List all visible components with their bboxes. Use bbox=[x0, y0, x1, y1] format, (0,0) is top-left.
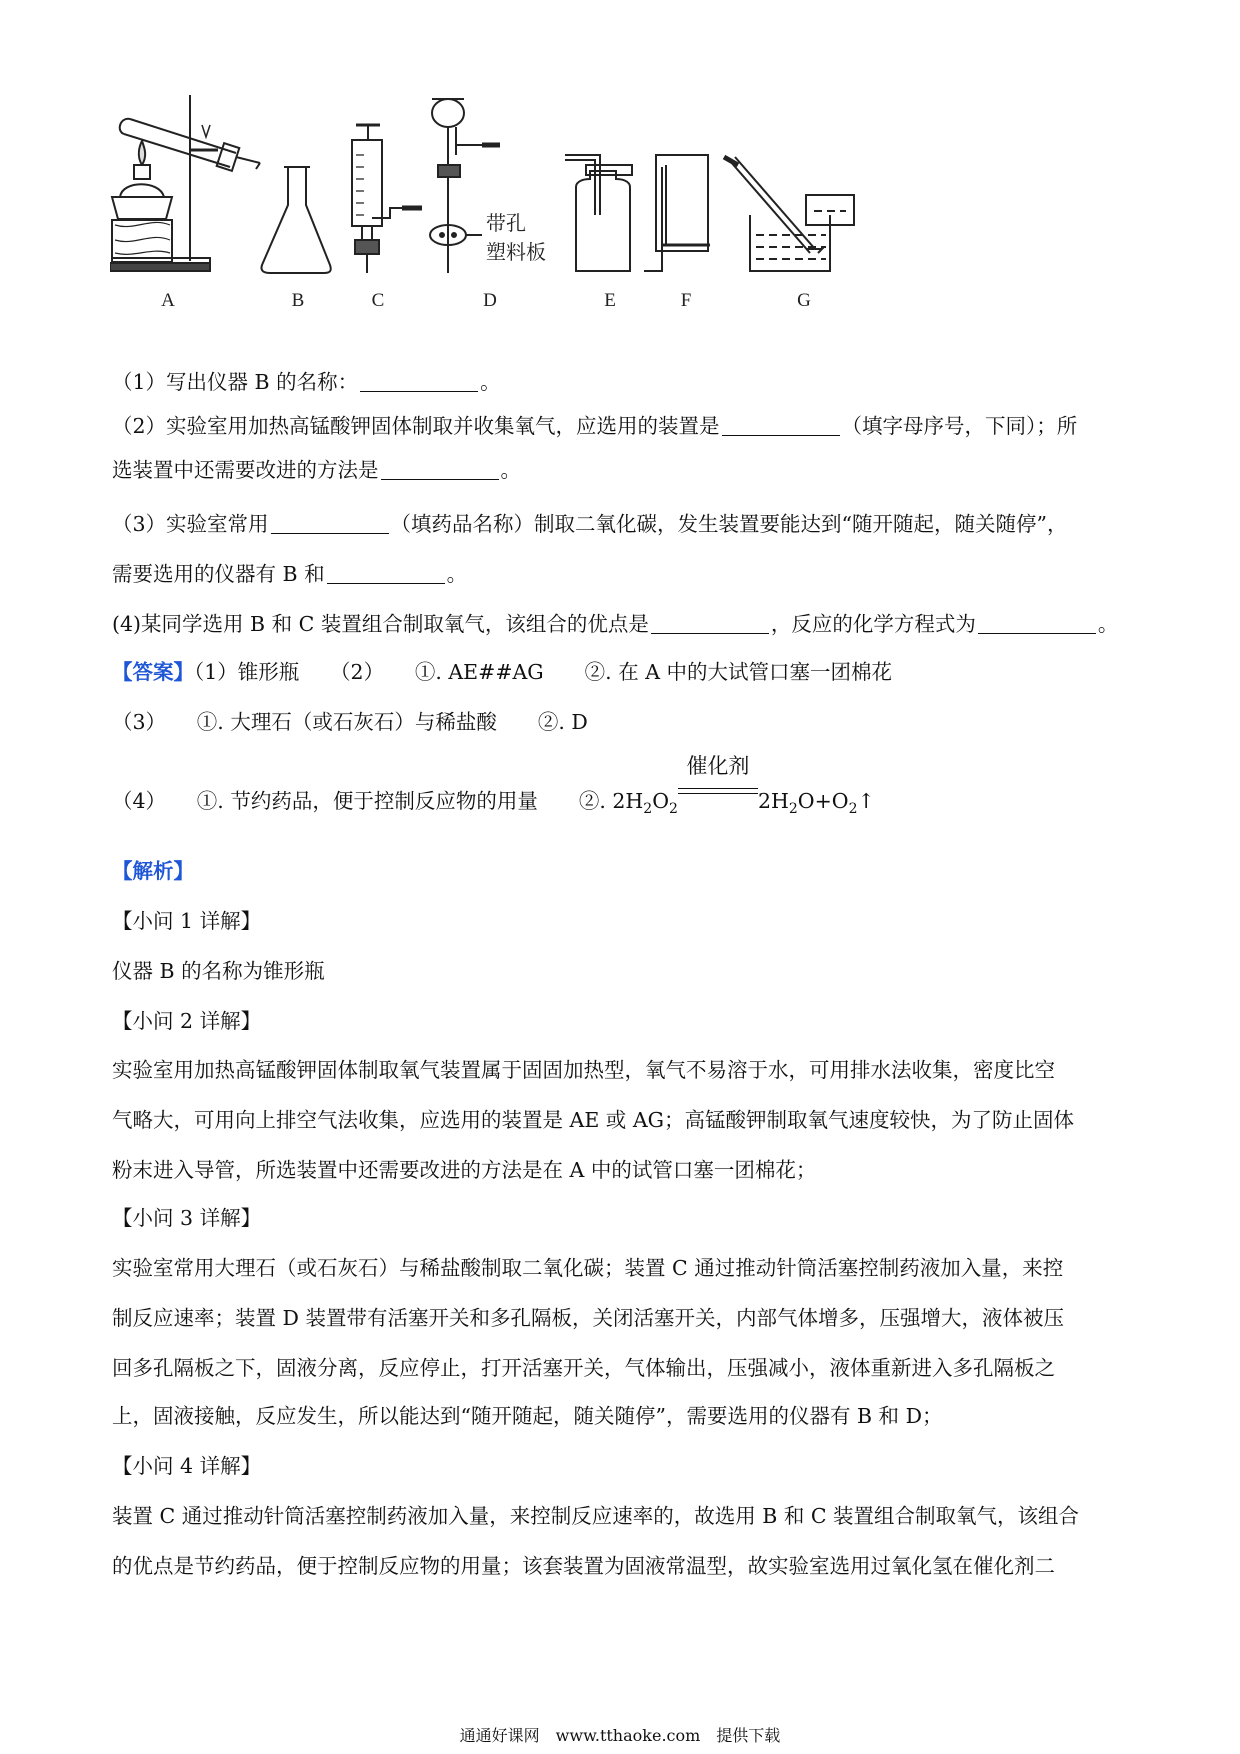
apparatus-a-drawing bbox=[110, 95, 260, 271]
section-2-body: 实验室用加热高锰酸钾固体制取氧气装置属于固固加热型，氧气不易溶于水，可用排水法收集，密度比空 bbox=[112, 1058, 1055, 1082]
section-2-heading: 【小问 2 详解】 bbox=[112, 1009, 262, 1033]
answer-blank bbox=[327, 563, 445, 584]
section-3-body: 实验室常用大理石（或石灰石）与稀盐酸制取二氧化碳；装置 C 通过推动针筒活塞控制药液加入量，来控 bbox=[112, 1256, 1064, 1280]
apparatus-g-drawing bbox=[724, 157, 854, 271]
apparatus-label-d: D bbox=[483, 290, 497, 311]
section-3-heading: 【小问 3 详解】 bbox=[112, 1206, 262, 1230]
question-3-line-1: （3）实验室常用 （填药品名称）制取二氧化碳，发生装置要能达到“随开随起，随关随停”， bbox=[112, 512, 1068, 536]
question-3-line-2: 需要选用的仪器有 B 和 。 bbox=[112, 562, 468, 586]
answer-tag: 【答案】 bbox=[112, 660, 194, 684]
answer-line-3: （4） ①. 节约药品，便于控制反应物的用量 ②. $2H_2O_2$ 催化剂 $2H_2O+O_2↑$ bbox=[112, 754, 875, 817]
apparatus-b-drawing bbox=[261, 167, 330, 273]
section-4-body: 装置 C 通过推动针筒活塞控制药液加入量，来控制反应速率的，故选用 B 和 C 装置组合制取氧气，该组合 bbox=[112, 1504, 1080, 1528]
answer-blank bbox=[271, 513, 389, 534]
section-2-body: 气略大，可用向上排空气法收集，应选用的装置是 AE 或 AG；高锰酸钾制取氧气速度较快，为了防止固体 bbox=[112, 1108, 1074, 1132]
answer-line-2: （3） ①. 大理石（或石灰石）与稀盐酸 ②. D bbox=[112, 710, 588, 734]
apparatus-figure bbox=[110, 95, 1120, 355]
section-4-body: 的优点是节约药品，便于控制反应物的用量；该套装置为固液常温型，故实验室选用过氧化氢在催化剂二 bbox=[112, 1554, 1055, 1578]
apparatus-label-c: C bbox=[371, 290, 385, 311]
section-3-body: 上，固液接触，反应发生，所以能达到“随开随起，随关随停”，需要选用的仪器有 B 和 D； bbox=[112, 1404, 943, 1428]
section-1-body: 仪器 B 的名称为锥形瓶 bbox=[112, 959, 325, 983]
apparatus-label-f: F bbox=[680, 290, 692, 311]
answer-blank bbox=[722, 415, 840, 436]
apparatus-label-a: A bbox=[161, 290, 175, 311]
chemical-equation: $2H_2O_2$ 催化剂 $2H_2O+O_2↑$ bbox=[612, 754, 875, 817]
answer-blank bbox=[978, 613, 1096, 634]
analysis-tag: 【解析】 bbox=[112, 859, 194, 883]
apparatus-c-drawing bbox=[352, 125, 422, 273]
question-2-line-1: （2）实验室用加热高锰酸钾固体制取并收集氧气，应选用的装置是 （填字母序号，下同）；所 bbox=[112, 414, 1078, 438]
section-4-heading: 【小问 4 详解】 bbox=[112, 1454, 262, 1478]
answer-line-1: 【答案】（1）锥形瓶 （2） ①. AE##AG ②. 在 A 中的大试管口塞一团棉花 bbox=[112, 660, 893, 684]
section-1-heading: 【小问 1 详解】 bbox=[112, 909, 262, 933]
apparatus-d-annotation-2: 塑料板 bbox=[486, 240, 546, 264]
answer-blank bbox=[381, 459, 499, 480]
section-3-body: 制反应速率；装置 D 装置带有活塞开关和多孔隔板，关闭活塞开关，内部气体增多，压强增大，液体被压 bbox=[112, 1306, 1064, 1330]
answer-blank bbox=[651, 613, 769, 634]
apparatus-d-annotation-1: 带孔 bbox=[486, 211, 526, 235]
apparatus-label-e: E bbox=[604, 290, 616, 311]
section-2-body: 粉末进入导管，所选装置中还需要改进的方法是在 A 中的试管口塞一团棉花； bbox=[112, 1158, 817, 1182]
question-1: （1）写出仪器 B 的名称： 。 bbox=[112, 370, 501, 394]
answer-blank bbox=[360, 371, 478, 392]
apparatus-label-b: B bbox=[291, 290, 305, 311]
apparatus-e-drawing bbox=[565, 155, 632, 271]
section-3-body: 回多孔隔板之下，固液分离，反应停止，打开活塞开关，气体输出，压强减小，液体重新进入多孔隔板之 bbox=[112, 1356, 1055, 1380]
catalyst-equals-sign: 催化剂 bbox=[678, 778, 758, 806]
apparatus-label-g: G bbox=[797, 290, 811, 311]
apparatus-f-drawing bbox=[644, 155, 710, 271]
question-4: (4)某同学选用 B 和 C 装置组合制取氧气，该组合的优点是 ，反应的化学方程式为 。 bbox=[112, 612, 1119, 636]
page-footer: 通通好课网 www.tthaoke.com 提供下载 bbox=[459, 1726, 781, 1745]
question-2-line-2: 选装置中还需要改进的方法是 。 bbox=[112, 458, 521, 482]
